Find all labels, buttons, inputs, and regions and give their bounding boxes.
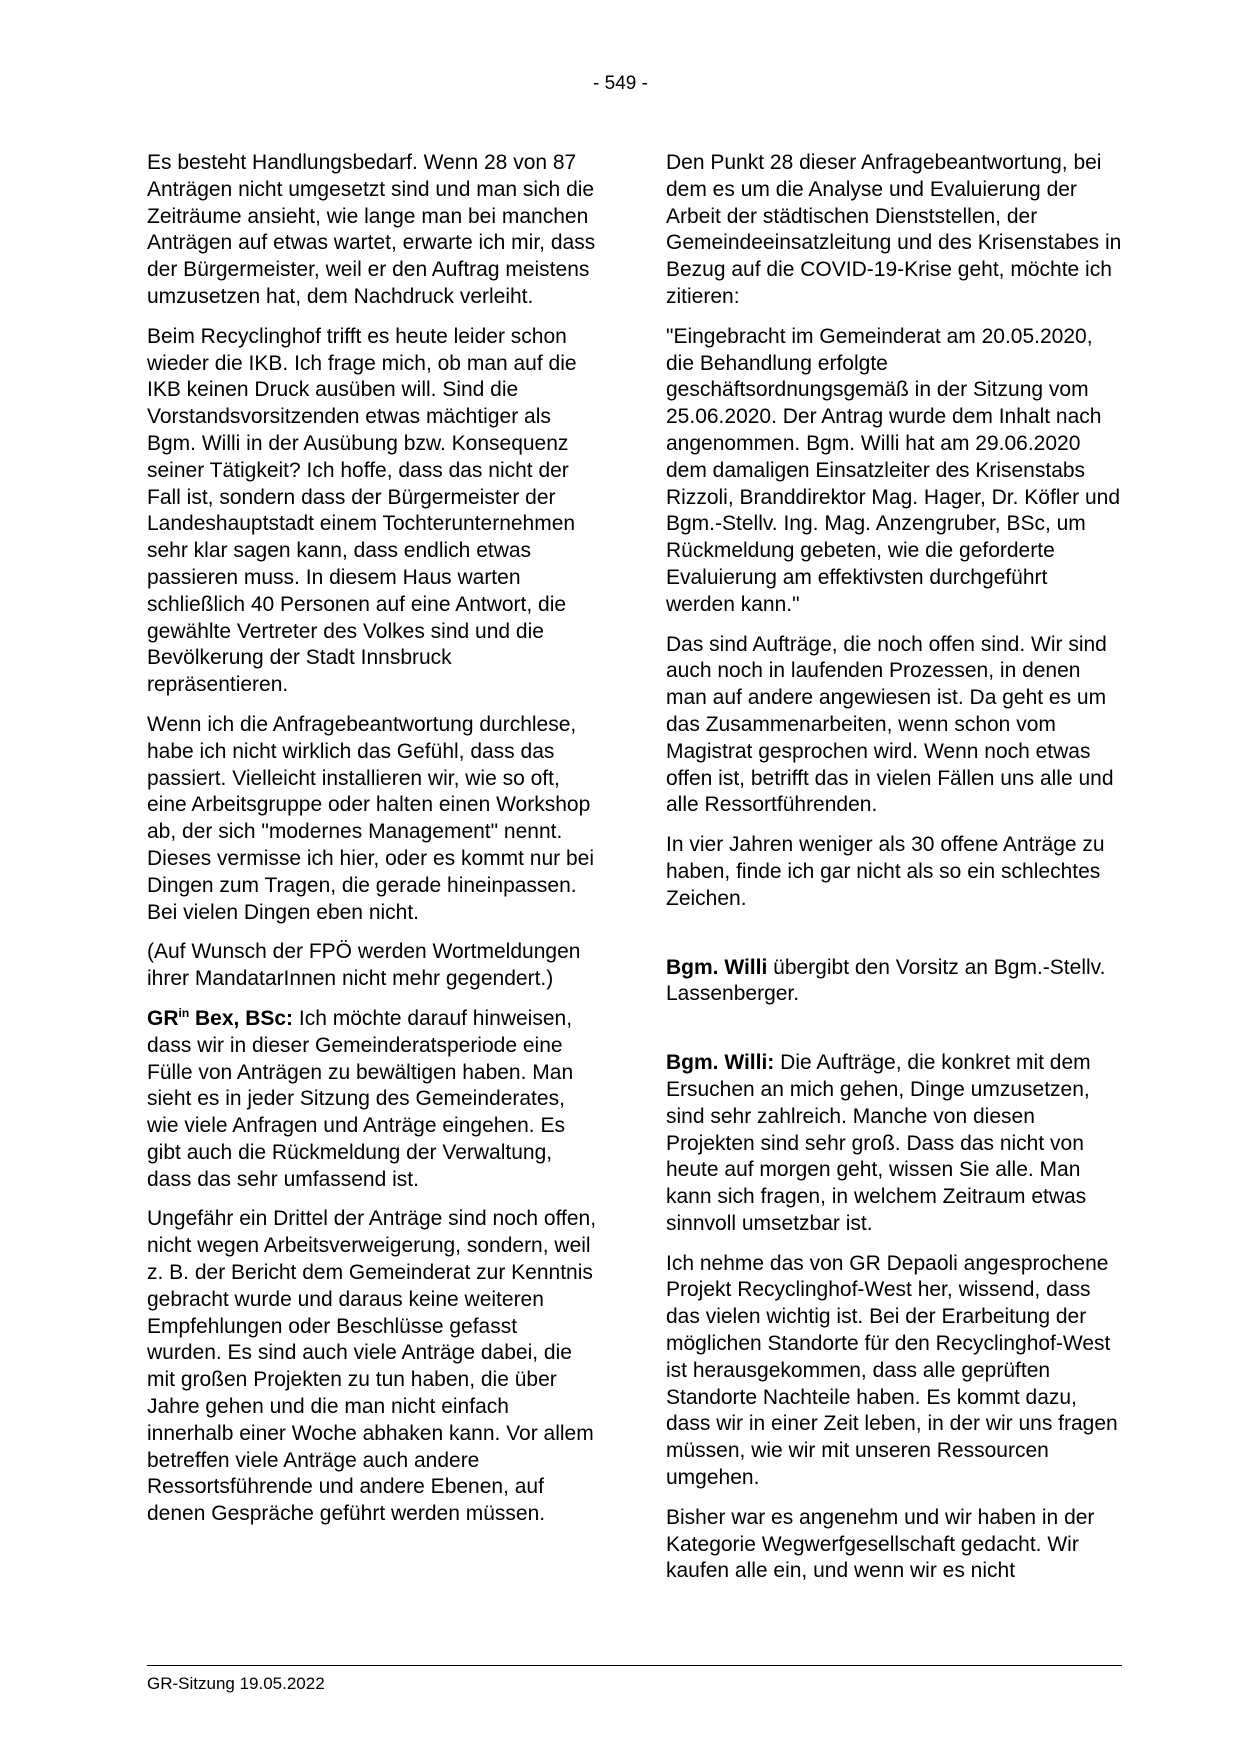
paragraph: Beim Recyclinghof trifft es heute leider schon wieder die IKB. Ich frage mich, ob man auf die IKB keinen Druck ausüben will. Sind die Vorstandsvorsitzenden etwas mächtiger als Bgm. Willi in der Ausübung bzw. Konsequenz seiner Tätigkeit? Ich hoffe, dass das nicht der Fall ist, sondern dass der Bürgermeister der Landeshauptstadt einem Tochterunternehmen sehr klar sagen kann, dass endlich etwas passieren muss. In diesem Haus warten schließlich 40 Personen auf eine Antwort, die gewählte Vertreter des Volkes sind und die Bevölkerung der Stadt Innsbruck repräsentieren. [147, 324, 577, 697]
speaker-name: Bgm. Willi [666, 955, 768, 979]
right-column [666, 150, 1122, 1598]
paragraph: Den Punkt 28 dieser Anfragebeantwortung, bei dem es um die Analyse und Evaluierung der Arbeit der städtischen Dienststellen, der Gemeindeeinsatzleitung und des Krisenstabes in Bezug auf die COVID-19-Krise geht, möchte ich zitieren: [666, 151, 1122, 308]
editorial-note: (Auf Wunsch der FPÖ werden Wortmeldungen ihrer MandatarInnen nicht mehr gegendert.) [147, 940, 581, 991]
paragraph: Bisher war es angenehm und wir haben in der Kategorie Wegwerfgesellschaft gedacht. Wir kaufen alle ein, und wenn wir es nicht [666, 1505, 1095, 1583]
page-number: - 549 - [593, 73, 648, 94]
quote: "Eingebracht im Gemeinderat am 20.05.2020, die Behandlung erfolgte geschäftsordnungsgemäß in der Sitzung vom 25.06.2020. Der Antrag wurde dem Inhalt nach angenommen. Bgm. Willi hat am 29.06.2020 dem damaligen Einsatzleiter des Krisenstabs Rizzoli, Branddirektor Mag. Hager, Dr. Köfler und Bgm.-Stellv. Ing. Mag. Anzengruber, BSc, um Rückmeldung gebeten, wie die geforderte Evaluierung am effektivsten durchgeführt werden kann." [666, 324, 1121, 616]
paragraph: Es besteht Handlungsbedarf. Wenn 28 von 87 Anträgen nicht umgesetzt sind und man sich die Zeiträume ansieht, wie lange man bei manchen Anträgen auf etwas wartet, erwarte ich mir, dass der Bürgermeister, weil er den Auftrag meistens umzusetzen hat, dem Nachdruck verleiht. [147, 151, 596, 308]
left-column [147, 150, 597, 1541]
procedural-note [666, 955, 1122, 1009]
footer-divider [147, 1665, 1122, 1666]
paragraph: Wenn ich die Anfragebeantwortung durchlese, habe ich nicht wirklich das Gefühl, dass das passiert. Vielleicht installieren wir, wie so oft, eine Arbeitsgruppe oder halten einen Workshop ab, der sich "modernes Management" nennt. Dieses vermisse ich hier, oder es kommt nur bei Dingen zum Tragen, die gerade hineinpassen. Bei vielen Dingen eben nicht. [147, 712, 594, 924]
footer-session-date: GR-Sitzung 19.05.2022 [147, 1674, 325, 1693]
speaker-name: Bgm. Willi: [666, 1051, 775, 1075]
paragraph: Das sind Aufträge, die noch offen sind. Wir sind auch noch in laufenden Prozessen, in denen man auf andere angewiesen ist. Da geht es um das Zusammenarbeiten, wenn schon vom Magistrat gesprochen wird. Wenn noch etwas offen ist, betrifft das in vielen Fällen uns alle und alle Ressortführenden. [666, 632, 1114, 817]
paragraph: Ich nehme das von GR Depaoli angesprochene Projekt Recyclinghof-West her, wissend, dass das vielen wichtig ist. Bei der Erarbeitung der möglichen Standorte für den Recyclinghof-West ist herausgekommen, dass alle geprüften Standorte Nachteile haben. Es kommt dazu, dass wir in einer Zeit leben, in der wir uns fragen müssen, wie wir mit unseren Ressourcen umgehen. [666, 1251, 1118, 1490]
note-text: übergibt den Vorsitz an Bgm.-Stellv. Lassenberger. [666, 955, 1106, 1006]
paragraph: In vier Jahren weniger als 30 offene Anträge zu haben, finde ich gar nicht als so ein schlechtes Zeichen. [666, 833, 1105, 910]
speech-text: Die Aufträge, die konkret mit dem Ersuchen an mich gehen, Dinge umzusetzen, sind sehr zahlreich. Manche von diesen Projekten sind sehr groß. Dass das nicht von heute auf morgen geht, wissen Sie alle. Man kann sich fragen, in welchem Zeitraum etwas sinnvoll umsetzbar ist. [666, 1051, 1091, 1235]
paragraph: Ungefähr ein Drittel der Anträge sind noch offen, nicht wegen Arbeitsverweigerung, sondern, weil z. B. der Bericht dem Gemeinderat zur Kenntnis gebracht wurde und daraus keine weiteren Empfehlungen oder Beschlüsse gefasst wurden. Es sind auch viele Anträge dabei, die mit großen Projekten zu tun haben, die über Jahre gehen und die man nicht einfach innerhalb einer Woche abhaken kann. Vor allem betreffen viele Anträge auch andere Ressortsführende und andere Ebenen, auf denen Gespräche geführt werden müssen. [147, 1207, 597, 1526]
speech-text: Ich möchte darauf hinweisen, dass wir in dieser Gemeinderatsperiode eine Fülle von Anträgen zu bewältigen haben. Man sieht es in jeder Sitzung des Gemeinderates, wie viele Anfragen und Anträge eingehen. Es gibt auch die Rückmeldung der Verwaltung, dass das sehr umfassend ist. [147, 1006, 574, 1191]
speaker-name: $GR^{in}$ Bex, BSc: [147, 1005, 294, 1030]
speech-paragraph [666, 1050, 1122, 1238]
speech-paragraph [147, 1006, 597, 1194]
